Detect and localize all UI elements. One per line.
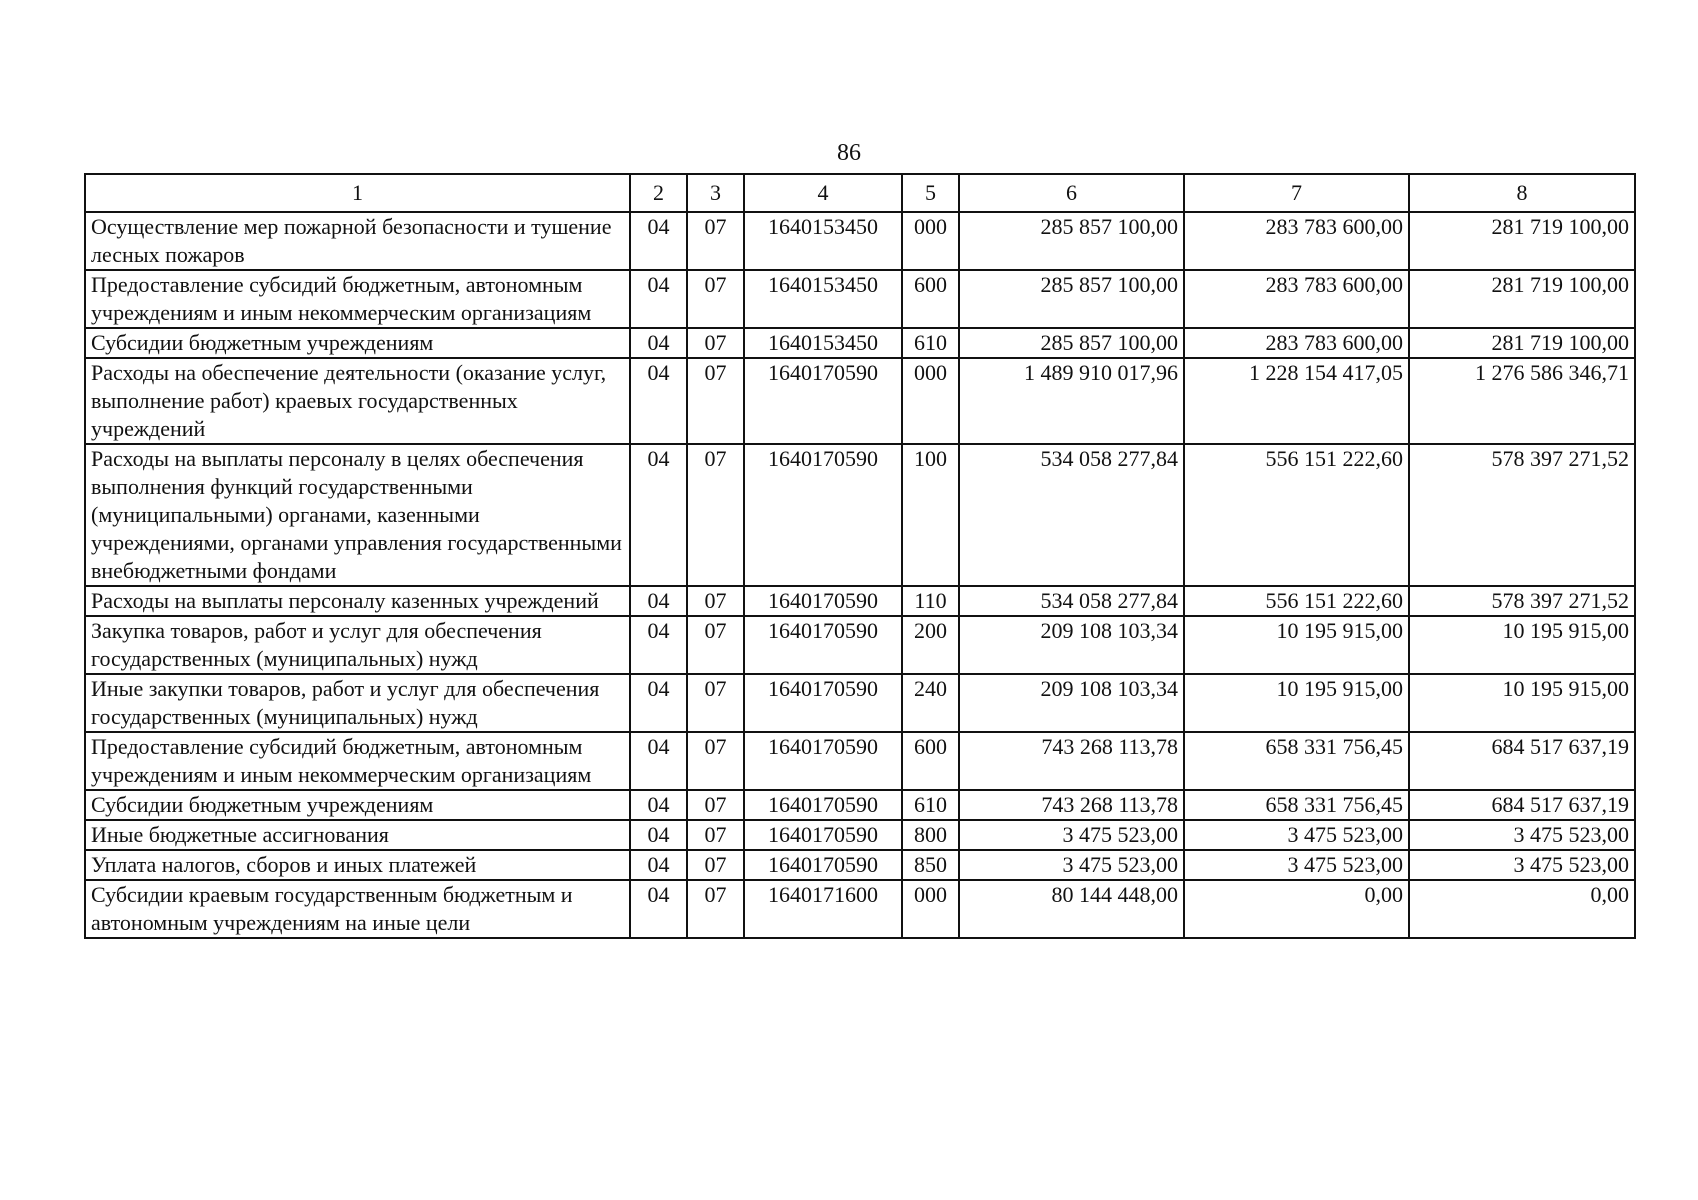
- section-code: 04: [630, 850, 687, 880]
- section-code: 04: [630, 212, 687, 270]
- target-article-code: 1640170590: [744, 586, 902, 616]
- row-name: Субсидии краевым государственным бюджетным и автономным учреждениям на иные цели: [85, 880, 630, 938]
- table-row: [85, 732, 1635, 790]
- header-cell: 4: [744, 174, 902, 212]
- subsection-code: 07: [687, 270, 744, 328]
- amount-col-6: 534 058 277,84: [959, 586, 1184, 616]
- amount-col-7: 0,00: [1184, 880, 1409, 938]
- expense-type-code: 800: [902, 820, 959, 850]
- subsection-code: 07: [687, 586, 744, 616]
- subsection-code: 07: [687, 790, 744, 820]
- row-name: Расходы на выплаты персоналу в целях обеспечения выполнения функций государственными (муниципальными) органами, казенными учреждениями, органами управления государственными внебюджетными фондами: [85, 444, 630, 586]
- row-name: Уплата налогов, сборов и иных платежей: [85, 850, 630, 880]
- table-row: [85, 850, 1635, 880]
- header-cell: 5: [902, 174, 959, 212]
- amount-col-8: 684 517 637,19: [1409, 790, 1635, 820]
- amount-col-7: 556 151 222,60: [1184, 444, 1409, 586]
- amount-col-8: 3 475 523,00: [1409, 850, 1635, 880]
- subsection-code: 07: [687, 732, 744, 790]
- subsection-code: 07: [687, 850, 744, 880]
- subsection-code: 07: [687, 880, 744, 938]
- expense-type-code: 000: [902, 212, 959, 270]
- amount-col-7: 658 331 756,45: [1184, 790, 1409, 820]
- amount-col-6: 743 268 113,78: [959, 732, 1184, 790]
- expense-type-code: 000: [902, 880, 959, 938]
- amount-col-8: 578 397 271,52: [1409, 444, 1635, 586]
- amount-col-7: 1 228 154 417,05: [1184, 358, 1409, 444]
- amount-col-6: 209 108 103,34: [959, 674, 1184, 732]
- table-row: [85, 212, 1635, 270]
- section-code: 04: [630, 616, 687, 674]
- row-name: Расходы на обеспечение деятельности (оказание услуг, выполнение работ) краевых государственных учреждений: [85, 358, 630, 444]
- row-name: Осуществление мер пожарной безопасности и тушение лесных пожаров: [85, 212, 630, 270]
- table-row: [85, 880, 1635, 938]
- amount-col-6: 80 144 448,00: [959, 880, 1184, 938]
- amount-col-8: 1 276 586 346,71: [1409, 358, 1635, 444]
- section-code: 04: [630, 674, 687, 732]
- amount-col-8: 10 195 915,00: [1409, 674, 1635, 732]
- table-row: [85, 270, 1635, 328]
- expense-type-code: 200: [902, 616, 959, 674]
- expense-type-code: 600: [902, 270, 959, 328]
- table-row: [85, 328, 1635, 358]
- amount-col-6: 3 475 523,00: [959, 850, 1184, 880]
- amount-col-8: 3 475 523,00: [1409, 820, 1635, 850]
- section-code: 04: [630, 820, 687, 850]
- subsection-code: 07: [687, 328, 744, 358]
- expense-type-code: 850: [902, 850, 959, 880]
- row-name: Субсидии бюджетным учреждениям: [85, 328, 630, 358]
- header-cell: 6: [959, 174, 1184, 212]
- amount-col-6: 534 058 277,84: [959, 444, 1184, 586]
- target-article-code: 1640153450: [744, 270, 902, 328]
- subsection-code: 07: [687, 820, 744, 850]
- expense-type-code: 100: [902, 444, 959, 586]
- subsection-code: 07: [687, 444, 744, 586]
- amount-col-6: 743 268 113,78: [959, 790, 1184, 820]
- amount-col-8: 10 195 915,00: [1409, 616, 1635, 674]
- row-name: Расходы на выплаты персоналу казенных учреждений: [85, 586, 630, 616]
- amount-col-8: 281 719 100,00: [1409, 212, 1635, 270]
- amount-col-7: 283 783 600,00: [1184, 270, 1409, 328]
- header-cell: 2: [630, 174, 687, 212]
- header-cell: 3: [687, 174, 744, 212]
- header-cell: 8: [1409, 174, 1635, 212]
- target-article-code: 1640170590: [744, 674, 902, 732]
- expense-type-code: 000: [902, 358, 959, 444]
- amount-col-7: 3 475 523,00: [1184, 850, 1409, 880]
- section-code: 04: [630, 880, 687, 938]
- subsection-code: 07: [687, 674, 744, 732]
- section-code: 04: [630, 586, 687, 616]
- subsection-code: 07: [687, 212, 744, 270]
- section-code: 04: [630, 732, 687, 790]
- page-number: 86: [837, 140, 861, 166]
- expense-type-code: 110: [902, 586, 959, 616]
- amount-col-8: 0,00: [1409, 880, 1635, 938]
- expense-type-code: 610: [902, 790, 959, 820]
- row-name: Иные бюджетные ассигнования: [85, 820, 630, 850]
- amount-col-8: 281 719 100,00: [1409, 270, 1635, 328]
- header-cell: 1: [85, 174, 630, 212]
- target-article-code: 1640170590: [744, 732, 902, 790]
- expense-type-code: 600: [902, 732, 959, 790]
- amount-col-7: 10 195 915,00: [1184, 616, 1409, 674]
- target-article-code: 1640153450: [744, 328, 902, 358]
- target-article-code: 1640170590: [744, 790, 902, 820]
- amount-col-8: 281 719 100,00: [1409, 328, 1635, 358]
- row-name: Закупка товаров, работ и услуг для обеспечения государственных (муниципальных) нужд: [85, 616, 630, 674]
- expense-type-code: 610: [902, 328, 959, 358]
- expense-type-code: 240: [902, 674, 959, 732]
- table-row: [85, 616, 1635, 674]
- subsection-code: 07: [687, 358, 744, 444]
- amount-col-8: 684 517 637,19: [1409, 732, 1635, 790]
- amount-col-6: 3 475 523,00: [959, 820, 1184, 850]
- amount-col-7: 283 783 600,00: [1184, 328, 1409, 358]
- target-article-code: 1640171600: [744, 880, 902, 938]
- amount-col-6: 285 857 100,00: [959, 212, 1184, 270]
- amount-col-6: 209 108 103,34: [959, 616, 1184, 674]
- subsection-code: 07: [687, 616, 744, 674]
- amount-col-6: 285 857 100,00: [959, 270, 1184, 328]
- row-name: Предоставление субсидий бюджетным, автономным учреждениям и иным некоммерческим организациям: [85, 270, 630, 328]
- section-code: 04: [630, 790, 687, 820]
- target-article-code: 1640170590: [744, 850, 902, 880]
- section-code: 04: [630, 270, 687, 328]
- amount-col-7: 3 475 523,00: [1184, 820, 1409, 850]
- table-row: [85, 586, 1635, 616]
- amount-col-7: 658 331 756,45: [1184, 732, 1409, 790]
- table-row: [85, 674, 1635, 732]
- target-article-code: 1640170590: [744, 616, 902, 674]
- section-code: 04: [630, 444, 687, 586]
- row-name: Иные закупки товаров, работ и услуг для обеспечения государственных (муниципальных) нужд: [85, 674, 630, 732]
- amount-col-7: 556 151 222,60: [1184, 586, 1409, 616]
- target-article-code: 1640170590: [744, 444, 902, 586]
- section-code: 04: [630, 328, 687, 358]
- amount-col-6: 1 489 910 017,96: [959, 358, 1184, 444]
- amount-col-7: 10 195 915,00: [1184, 674, 1409, 732]
- table-row: [85, 790, 1635, 820]
- table-row: [85, 444, 1635, 586]
- table-row: [85, 820, 1635, 850]
- target-article-code: 1640170590: [744, 820, 902, 850]
- row-name: Предоставление субсидий бюджетным, автономным учреждениям и иным некоммерческим организациям: [85, 732, 630, 790]
- header-cell: 7: [1184, 174, 1409, 212]
- target-article-code: 1640170590: [744, 358, 902, 444]
- header-row: [85, 174, 1635, 212]
- amount-col-6: 285 857 100,00: [959, 328, 1184, 358]
- budget-table: [84, 173, 1636, 939]
- table-row: [85, 358, 1635, 444]
- amount-col-8: 578 397 271,52: [1409, 586, 1635, 616]
- row-name: Субсидии бюджетным учреждениям: [85, 790, 630, 820]
- section-code: 04: [630, 358, 687, 444]
- amount-col-7: 283 783 600,00: [1184, 212, 1409, 270]
- target-article-code: 1640153450: [744, 212, 902, 270]
